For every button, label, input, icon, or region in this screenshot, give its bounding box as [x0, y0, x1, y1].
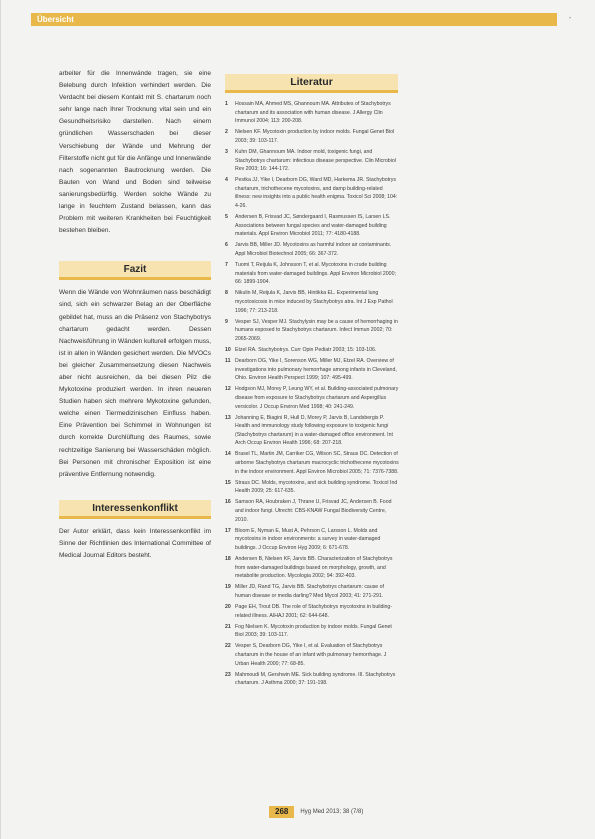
reference-number: 12: [225, 386, 231, 393]
conflict-heading: Interessenkonflikt: [59, 500, 211, 519]
reference-item: [225, 671, 399, 688]
reference-item: [225, 357, 399, 383]
reference-text: Straus DC. Molds, mycotoxins, and sick building syndrome. Toxicol Ind Health 2009; 25: 617-635.: [235, 479, 398, 495]
reference-text: Pestka JJ, Yike I, Dearborn DG, Ward MD, Harkema JR. Stachybotrys chartarum, trichothecene mycotoxins, and damp building-related illness: new insights into a public health enigma. Toxicol Sci 2008; 104: 4-26.: [235, 177, 398, 210]
reference-text: Dearborn DG, Yike I, Sorenson WG, Miller MJ, Etzel RA. Overview of investigations into pulmonary hemorrhage among infants in Cleveland, Ohio. Environ Health Perspect 1999; 107: 495-499.: [235, 358, 397, 382]
reference-number: 1: [225, 101, 228, 107]
reference-text: Tuomi T, Reijula K, Johnsson T, et al. Mycotoxins in crude building materials from water-damaged buildings. Appl Environ Microbiol 2000; 66: 1899-1904.: [235, 262, 396, 286]
fazit-heading: Fazit: [59, 261, 211, 280]
reference-item: [225, 498, 399, 524]
reference-item: [225, 385, 399, 411]
reference-text: Nikulin M, Reijula K, Jarvis BB, Hintikka EL. Experimental lung mycotoxicosis in mice induced by Stachybotrys atra. Int J Exp Pathol 1996; 77: 213-218.: [235, 290, 393, 314]
left-column: [59, 68, 211, 562]
reference-item: [225, 450, 399, 476]
reference-text: Page EH, Trout DB. The role of Stachybotrys mycotoxins in building-related illness. AIHAJ 2001; 62: 644-648.: [235, 603, 393, 619]
reference-item: [225, 148, 399, 174]
reference-item: [225, 527, 399, 553]
reference-item: [225, 128, 399, 145]
reference-number: 4: [225, 177, 228, 184]
reference-number: 13: [225, 414, 231, 421]
reference-number: 6: [225, 242, 228, 249]
reference-item: [225, 100, 399, 126]
reference-item: [225, 555, 399, 581]
reference-number: 2: [225, 129, 228, 136]
reference-number: 21: [225, 623, 231, 630]
reference-item: [225, 289, 399, 315]
reference-number: 18: [225, 556, 231, 562]
reference-number: 14: [225, 451, 231, 458]
reference-item: [225, 603, 399, 620]
reference-text: Johanning E, Biagini R, Hull D, Morey P, Jarvis B, Landsbergis P. Health and immunology study following exposure to toxigenic fungi (Stachybotrys chartarum) in a water-damaged office environment. Int Arch Occup Environ Health 1996; 68: 207-218.: [235, 414, 393, 447]
reference-item: [225, 642, 399, 668]
journal-citation: Hyg Med 2013; 38 (7/8): [300, 809, 364, 815]
reference-text: Samson RA, Houbraken J, Thrane U, Frisvad JC, Andersen B. Food and indoor fungi. Utrecht: CBS-KNAW Fungal Biodiversity Centre, 2010.: [235, 499, 392, 523]
reference-number: 5: [225, 214, 228, 221]
reference-number: 20: [225, 603, 231, 610]
reference-item: [225, 176, 399, 210]
page-edge: [0, 0, 1, 839]
reference-text: Brasel TL, Martin JM, Carriker CG, Wilson SC, Straus DC. Detection of airborne Stachybotrys chartarum macrocyclic trichothecene mycotoxins in the indoor environment. Appl Environ Microbiol 2005; 71: 7376-7388.: [235, 451, 399, 475]
conflict-paragraph: Der Autor erklärt, dass kein Interessenkonflikt im Sinne der Richtlinien des International Committee of Medical Journal Editors besteht.: [59, 527, 211, 559]
reference-item: [225, 583, 399, 600]
reference-text: Vesper SJ, Vesper MJ. Stachylysin may be a cause of hemorrhaging in humans exposed to Stachybotrys chartarum. Infect Immun 2002; 70: 2065-2069.: [235, 318, 398, 342]
reference-text: Bloom E, Nyman E, Must A, Pehrson C, Larsson L. Molds and mycotoxins in indoor environments: a survey in water-damaged buildings. J Occup Environ Hyg 2009; 6: 671-678.: [235, 527, 381, 551]
reference-text: Fog Nielsen K. Mycotoxin production by indoor molds. Fungal Genet Biol 2003; 39: 103-117.: [235, 623, 392, 639]
corner-mark: •: [569, 16, 572, 22]
reference-number: 8: [225, 290, 228, 297]
reference-text: Vesper S, Dearborn DG, Yike I, et al. Evaluation of Stachybotrys chartarum in the house of an infant with pulmonary hemorrhage. J Urban Health 2000; 77: 68-85.: [235, 643, 387, 667]
reference-number: 19: [225, 584, 231, 591]
reference-number: 10: [225, 346, 231, 353]
references-column: [225, 100, 399, 690]
reference-number: 7: [225, 262, 228, 269]
page-number: 268: [269, 806, 294, 818]
reference-text: Etzel RA. Stachybotrys. Curr Opin Pediatr 2003; 15: 103-106.: [235, 346, 377, 353]
page-footer: [269, 806, 363, 818]
reference-text: Kuhn DM, Ghannoum MA. Indoor mold, toxigenic fungi, and Stachybotrys chartarum: infectious disease perspective. Clin Microbiol Rev 2003; 16: 144-172.: [235, 148, 396, 173]
reference-item: [225, 414, 399, 448]
reference-number: 15: [225, 479, 231, 486]
reference-item: [225, 346, 399, 355]
reference-text: Andersen B, Frisvad JC, Søndergaard I, Rasmussen IS, Larsen LS. Associations between fungal species and water-damaged building materials. Appl Environ Microbiol 2011; 77: 4180-4188.: [235, 214, 391, 238]
reference-text: Nielsen KF. Mycotoxin production by indoor molds. Fungal Genet Biol 2003; 39: 103-117.: [235, 129, 395, 144]
intro-paragraph: arbeiter für die Innenwände tragen, sie eine Belebung durch Infektion verhindert werden. Die Verdacht bei diesem Kontakt mit S. chartarum noch sehr lange nach Ihrer Trocknung vital sein und ein Gesundheitsrisiko darstellen. Nach einem gründlichen Wasserschaden bei dieser Verschiebung der Wände und Mehrung der Filterstoffe nicht gut für die Anfänge und Innenwände nach sogenannten Bautrocknung werden. Die Bauten von Wand und Boden sind teilweise sanierungsbedürftig. Werden solche Wände zu lange in feuchtem Zustand belassen, kann das Problem mit weiteren Krankheiten bei Feuchtigkeit bestehen bleiben.: [59, 70, 212, 235]
reference-item: [225, 623, 399, 640]
reference-text: Jarvis BB, Miller JD. Mycotoxins as harmful indoor air contaminants. Appl Microbiol Biotechnol 2005; 66: 367-372.: [235, 242, 392, 257]
reference-item: [225, 479, 399, 496]
reference-text: Mahmoudi M, Gershwin ME. Sick building syndrome. III. Stachybotrys chartarum. J Asthma 2000; 37: 191-198.: [235, 671, 396, 687]
reference-item: [225, 261, 399, 287]
reference-number: 17: [225, 527, 231, 534]
literatur-heading: Literatur: [225, 74, 398, 93]
reference-text: Miller JD, Rand TG, Jarvis BB. Stachybotrys chartarum: cause of human disease or media darling? Med Mycol 2003; 41: 271-291.: [235, 584, 384, 599]
reference-number: 11: [225, 358, 231, 365]
reference-item: [225, 213, 399, 239]
reference-number: 16: [225, 499, 231, 506]
reference-list: [225, 100, 399, 688]
reference-number: 9: [225, 318, 228, 325]
reference-number: 3: [225, 148, 228, 155]
reference-number: 22: [225, 643, 231, 650]
fazit-paragraph: Wenn die Wände von Wohnräumen nass beschädigt sind, sich ein schwarzer Belag an der Oberfläche gebildet hat, muss an die Präsenz von Stachybotrys chartarum gedacht werden. Dessen Nachweisführung in Wänden kulturell erfolgen muss, ist in allen in Wänden gesichert werden. Die MVOCs bei gleicher Zusammensetzung diesen Nachweis aber nicht ausreichen, da bei diesen Pilz die Mykotoxine produziert werden. In ihren neueren Studien haben sich mehrere Mykotoxine gefunden, welche einen Tiermedizinischen Einfluss haben. Eine Prävention bei Schimmel in Wohnungen ist durch korrekte Durchlüftung des Raumes, sowie rechtzeitige Sanierung bei Wasserschäden möglich. Bei Personen mit chronischer Exposition ist eine präventive Entfernung notwendig.: [59, 289, 211, 478]
reference-text: Hossain MA, Ahmed MS, Ghannoum MA. Attributes of Stachybotrys chartarum and its association with human disease. J Allergy Clin Immunol 2004; 113: 200-208.: [235, 101, 391, 125]
reference-text: Andersen B, Nielsen KF, Jarvis BB. Characterization of Stachybotrys from water-damaged buildings based on morphology, growth, and metabolite production. Mycologia 2002; 94: 392-403.: [235, 556, 393, 580]
reference-item: [225, 318, 399, 344]
section-label: Übersicht: [37, 15, 74, 24]
reference-number: 23: [225, 671, 231, 678]
reference-text: Hodgson MJ, Morey P, Leung WY, et al. Building-associated pulmonary disease from exposure to Stachybotrys chartarum and Aspergillus versicolor. J Occup Environ Med 1998; 40: 241-249.: [235, 386, 399, 410]
section-header-bar: [31, 13, 557, 26]
reference-item: [225, 241, 399, 258]
